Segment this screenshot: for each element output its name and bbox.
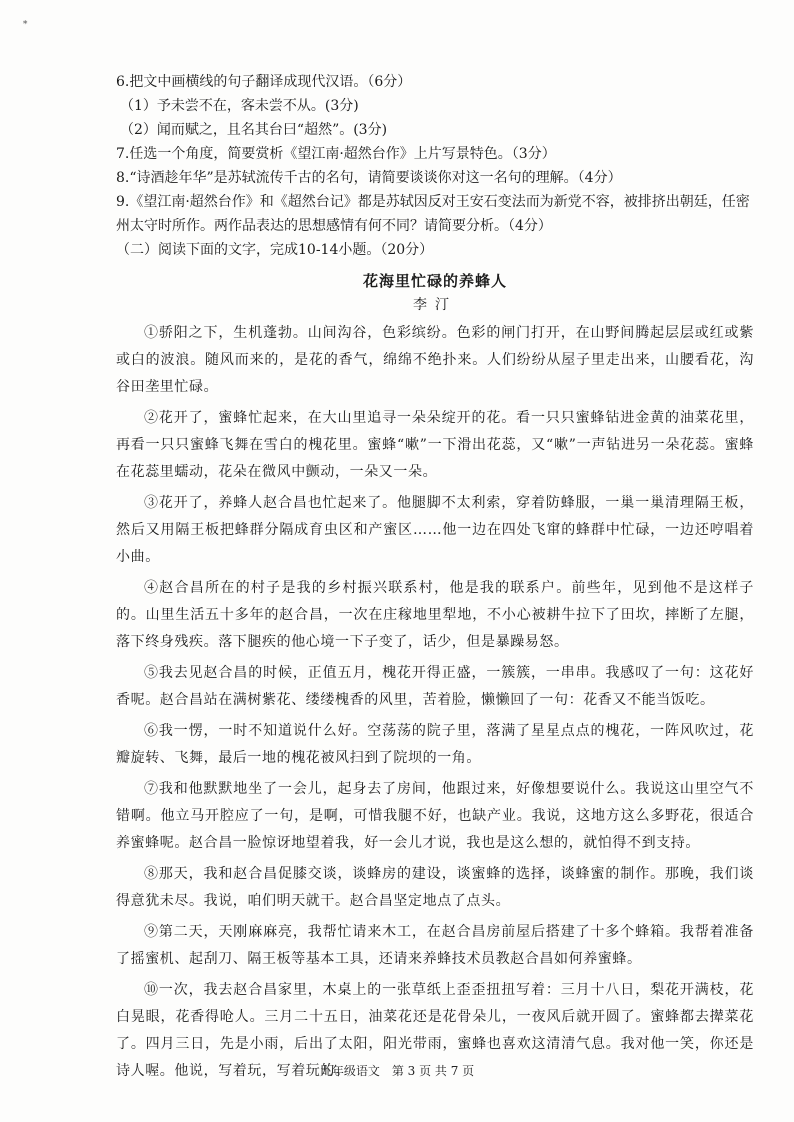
paragraph-4: ④赵合昌所在的村子是我的乡村振兴联系村，他是我的联系户。前些年，见到他不是这样子的。山里生活五十多年的赵合昌，一次在庄稼地里犁地，不小心被耕牛拉下了田坎，摔断了左腿，落下终身残疾。落下腿疾的他心境一下子变了，话少，但是暴躁易怒。 [116, 580, 754, 650]
page-content [116, 70, 754, 1089]
page-footer: 九年级语文 第 3 页 共 7 页 [319, 1064, 475, 1078]
paragraph-5: ⑤我去见赵合昌的时候，正值五月，槐花开得正盛，一簇簇，一串串。我感叹了一句：这花好香呢。赵合昌站在满树紫花、缕缕槐香的风里，苦着脸，懒懒回了一句：花香又不能当饭吃。 [116, 665, 754, 708]
paragraph-10: ⑩一次，我去赵合昌家里，木桌上的一张草纸上歪歪扭扭写着：三月十八日，梨花开满枝，花白晃眼，花香得呛人。三月二十五日，油菜花还是花骨朵儿，一夜风后就开圆了。蜜蜂都去撵菜花了。四月三日，先是小雨，后出了太阳，阳光带雨，蜜蜂也喜欢这清清气息。我对他一笑，你还是诗人喔。他说，写着玩，写着玩的。 [116, 982, 754, 1079]
question-9: 9.《望江南·超然台作》和《超然台记》都是苏轼因反对王安石变法而为新党不容，被排挤出朝廷，任密州太守时所作。两作品表达的思想感情有何不同？请简要分析。（4分） [116, 194, 750, 234]
paragraph-3: ③花开了，养蜂人赵合昌也忙起来了。他腿脚不太利索，穿着防蜂服，一巢一巢清理隔王板，然后又用隔王板把蜂群分隔成育虫区和产蜜区……他一边在四处飞窜的蜂群中忙碌，一边还哼唱着小曲。 [116, 495, 754, 565]
section-two-heading: （二）阅读下面的文字，完成10-14小题。（20分） [116, 242, 434, 258]
paragraph-9: ⑨第二天，天刚麻麻亮，我帮忙请来木工，在赵合昌房前屋后搭建了十多个蜂箱。我帮着准备了摇蜜机、起刮刀、隔王板等基本工具，还请来养蜂技术员教赵合昌如何养蜜蜂。 [116, 924, 754, 967]
question-7: 7.任选一个角度，简要赏析《望江南·超然台作》上片写景特色。（3分） [116, 146, 556, 162]
paragraph-1: ①骄阳之下，生机蓬勃。山间沟谷，色彩缤纷。色彩的闸门打开，在山野间腾起层层或红或紫或白的波浪。随风而来的，是花的香气，绵绵不绝扑来。人们纷纷从屋子里走出来，山腰看花，沟谷田垄里忙碌。 [116, 325, 754, 395]
paragraph-2: ②花开了，蜜蜂忙起来，在大山里追寻一朵朵绽开的花。看一只只蜜蜂钻进金黄的油菜花里，再看一只只蜜蜂飞舞在雪白的槐花里。蜜蜂“嗽”一下滑出花蕊，又“嗽”一声钻进另一朵花蕊。蜜蜂在花蕊里蠕动，花朵在微风中颤动，一朵又一朵。 [116, 410, 754, 480]
paragraph-7: ⑦我和他默默地坐了一会儿，起身去了房间，他跟过来，好像想要说什么。我说这山里空气不错啊。他立马开腔应了一句，是啊，可惜我腿不好，也缺产业。我说，这地方这么多野花，很适合养蜜蜂呢。赵合昌一脸惊讶地望着我，好一会儿才说，我也是这么想的，就怕得不到支持。 [116, 781, 754, 851]
paragraph-8: ⑧那天，我和赵合昌促膝交谈，谈蜂房的建设，谈蜜蜂的选择，谈蜂蜜的制作。那晚，我们谈得意犹未尽。我说，咱们明天就干。赵合昌坚定地点了点头。 [116, 866, 754, 909]
question-8: 8.“诗酒趁年华”是苏轼流传千古的名句，请简要谈谈你对这一名句的理解。（4分） [116, 170, 622, 186]
article-title: 花海里忙碌的养蜂人 [362, 272, 507, 290]
question-6-1: （1）予未尝不在，客未尝不从。(3分) [120, 98, 359, 114]
question-6: 6.把文中画横线的句子翻译成现代汉语。（6分） [116, 74, 412, 90]
article-author: 李汀 [413, 297, 457, 313]
question-6-2: （2）闻而赋之，且名其台曰“超然”。(3分) [120, 122, 388, 138]
corner-mark: ∗ [22, 18, 29, 28]
article-body [116, 320, 754, 1085]
paragraph-6: ⑥我一愣，一时不知道说什么好。空荡荡的院子里，落满了星星点点的槐花，一阵风吹过，花瓣旋转、飞舞，最后一地的槐花被风扫到了院坝的一角。 [116, 723, 754, 766]
